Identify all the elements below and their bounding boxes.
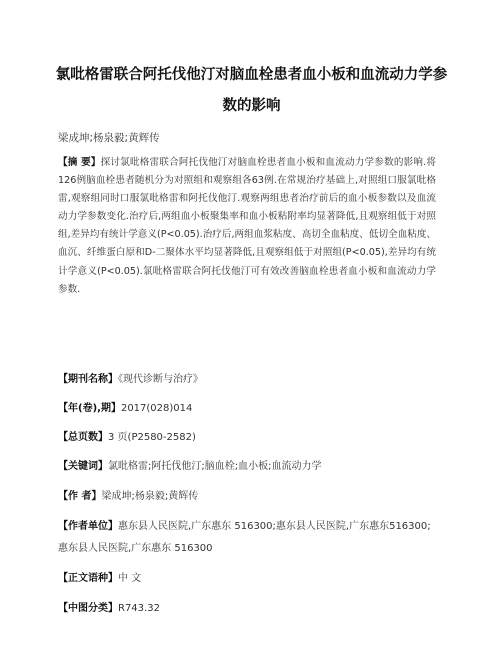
language-value: 中 文 <box>118 573 142 584</box>
year-volume-issue-label: 【年(卷),期】 <box>58 403 121 414</box>
language-label: 【正文语种】 <box>58 573 118 584</box>
author-label: 【作 者】 <box>58 491 102 502</box>
page-count-label: 【总页数】 <box>58 432 108 443</box>
year-volume-issue-value: 2017(028)014 <box>120 403 193 414</box>
affiliation-field <box>58 516 438 560</box>
keywords-label: 【关键词】 <box>58 461 108 472</box>
paper-title: 氯吡格雷联合阿托伐他汀对脑血栓患者血小板和血流动力学参数的影响 <box>55 67 448 114</box>
journal-name-value: 《现代诊断与治疗》 <box>118 374 203 385</box>
year-volume-issue-field <box>58 398 438 420</box>
affiliation-value: 惠东县人民医院,广东惠东 516300;惠东县人民医院,广东惠东516300;惠东县人民医院,广东惠东 516300 <box>58 521 431 554</box>
author-value: 梁成坤;杨泉毅;黄辉传 <box>101 491 199 502</box>
affiliation-label: 【作者单位】 <box>58 521 118 532</box>
abstract-text: 探讨氯吡格雷联合阿托伐他汀对脑血栓患者血小板和血流动力学参数的影响.将126例脑血栓患者随机分为对照组和观察组各63例.在常规治疗基础上,对照组口服氯吡格雷,观察组同时口服氯吡格雷和阿托伐他汀.观察两组患者治疗前后的血小板参数以及血流动力学参数变化.治疗后,两组血小板聚集率和血小板粘附率均显著降低,且观察组低于对照组,差异均有统计学意义(P<0.05).治疗后,两组血浆粘度、高切全血粘度、低切全血粘度、血沉、纤维蛋白原和D-二聚体水平均显著降低,且观察组低于对照组(P<0.05),差异均有统计学意义(P<0.05).氯吡格雷联合阿托伐他汀可有效改善脑血栓患者血小板和血流动力学参数. <box>58 157 437 295</box>
journal-name-field <box>58 369 438 391</box>
classification-label: 【中图分类】 <box>58 603 118 614</box>
classification-field <box>58 598 438 620</box>
keywords-value: 氯吡格雷;阿托伐他汀;脑血栓;血小板;血流动力学 <box>108 461 322 472</box>
page-count-value: 3 页(P2580-2582) <box>108 432 196 443</box>
keywords-field <box>58 456 438 478</box>
abstract-label: 【摘 要】 <box>58 157 101 168</box>
abstract-block <box>58 154 436 299</box>
authors-line: 梁成坤;杨泉毅;黄辉传 <box>58 132 160 144</box>
page-count-field <box>58 427 438 449</box>
classification-value: R743.32 <box>118 603 160 614</box>
journal-name-label: 【期刊名称】 <box>58 374 118 385</box>
language-field <box>58 568 438 590</box>
author-field <box>58 486 438 508</box>
